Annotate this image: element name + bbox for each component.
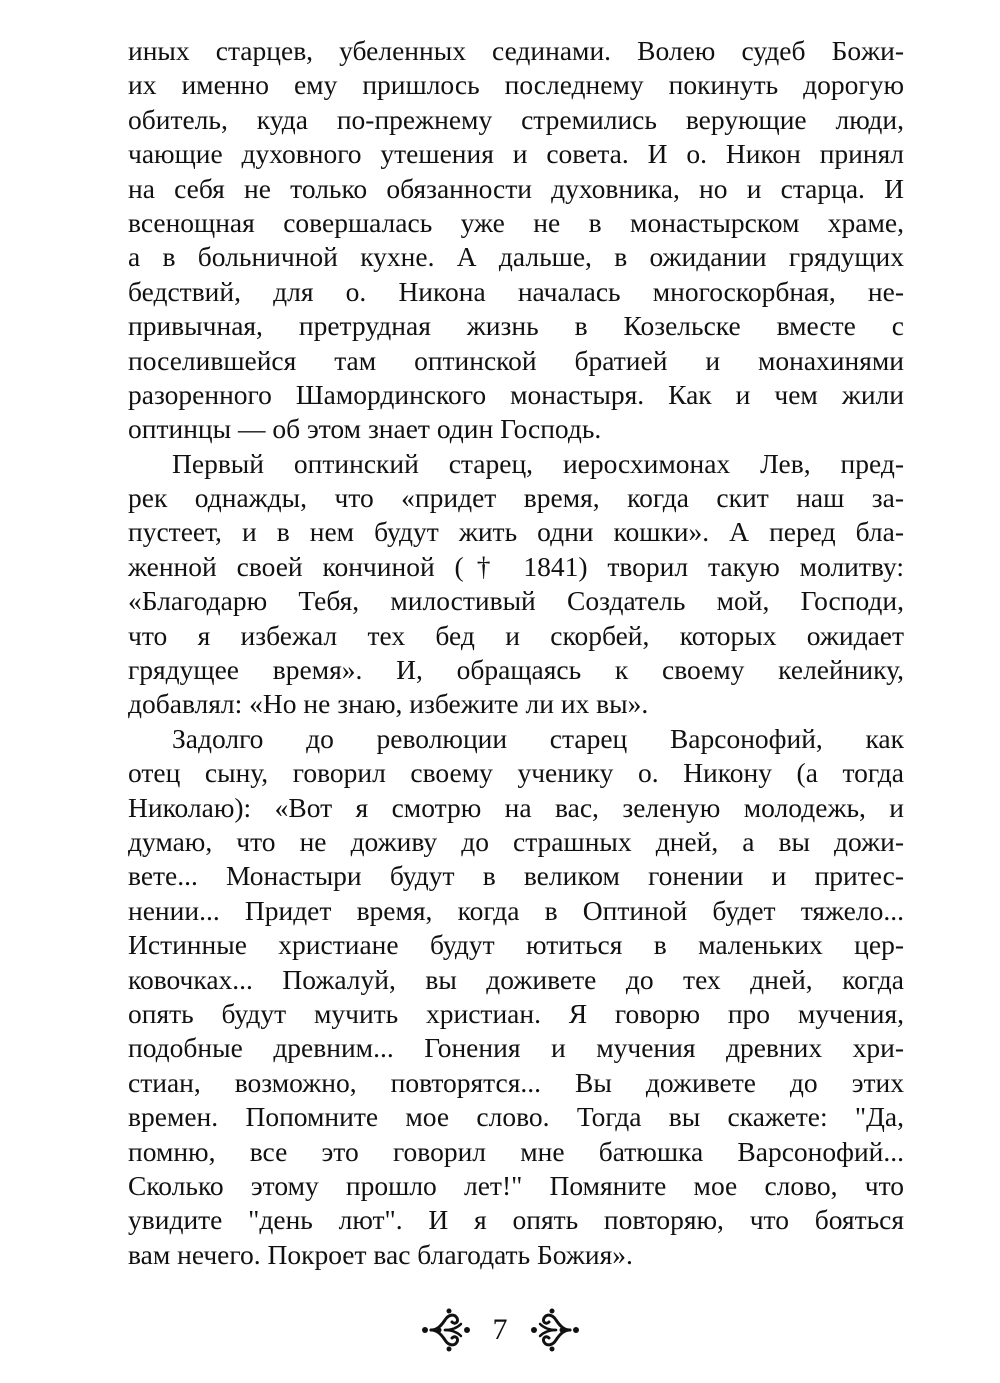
page-footer bbox=[0, 1300, 1000, 1360]
text-line: оптинцы — об этом знает один Господь. bbox=[128, 413, 602, 445]
text-line: вам нечего. Покроет вас благодать Божия». bbox=[128, 1238, 633, 1270]
text-line: ковочках... Пожалуй, вы доживете до тех дней, когда bbox=[128, 963, 904, 995]
floral-ornament-icon bbox=[530, 1308, 580, 1352]
text-line: увидите "день лют". И я опять повторяю, что бояться bbox=[128, 1204, 904, 1236]
text-line: пустеет, и в нем будут жить одни кошки». А перед бла- bbox=[128, 516, 904, 548]
text-line: добавлял: «Но не знаю, избежите ли их вы». bbox=[128, 688, 649, 720]
text-line: на себя не только обязанности духовника, но и старца. И bbox=[128, 172, 904, 204]
text-line: времен. Попомните мое слово. Тогда вы скажете: "Да, bbox=[128, 1101, 904, 1133]
text-line: Николаю): «Вот я смотрю на вас, зеленую молодежь, и bbox=[128, 791, 904, 823]
text-line: иных старцев, убеленных сединами. Волею судеб Бoжи- bbox=[128, 35, 904, 66]
text-line: нении... Придет время, когда в Оптиной будет тяжело... bbox=[128, 894, 904, 926]
text-line: что я избежал тех бед и скорбей, которых ожидает bbox=[128, 619, 904, 651]
paragraph-2 bbox=[128, 447, 904, 722]
text-line: женной своей кончиной († 1841) творил такую молитву: bbox=[128, 550, 904, 582]
body-text bbox=[128, 34, 904, 1272]
text-line: рек однажды, что «придет время, когда скит наш за- bbox=[128, 482, 904, 514]
text-line: помню, все это говорил мне батюшка Варсонофий... bbox=[128, 1135, 904, 1167]
paragraph-1 bbox=[128, 34, 904, 447]
text-line: подобные древним... Гонения и мучения древних хри- bbox=[128, 1032, 904, 1064]
text-line: обитель, куда по-прежнему стремились верующие люди, bbox=[128, 103, 904, 135]
text-line: «Благодарю Тебя, милостивый Создатель мой, Господи, bbox=[128, 585, 904, 617]
text-line: разоренного Шамординского монастыря. Как и чем жили bbox=[128, 378, 904, 410]
text-line: всенощная совершалась уже не в монастырском храме, bbox=[128, 206, 904, 238]
text-line: поселившейся там оптинской братией и монахинями bbox=[128, 344, 904, 376]
text-line: стиан, возможно, повторятся... Вы доживете до этих bbox=[128, 1066, 904, 1098]
text-line: Истинные христиане будут ютиться в маленьких цер- bbox=[128, 929, 904, 961]
text-line: отец сыну, говорил своему ученику о. Никону (а тогда bbox=[128, 757, 904, 789]
text-line: опять будут мучить христиан. Я говорю про мучения, bbox=[128, 997, 904, 1029]
text-line: чающие духовного утешения и совета. И о. Никон принял bbox=[128, 138, 904, 170]
text-line: вете... Монастыри будут в великом гонении и притес- bbox=[128, 860, 904, 892]
text-line: Первый оптинский старец, иеросхимонах Лев, пред- bbox=[172, 447, 904, 479]
text-line: бедствий, для о. Никона началась многоскорбная, не- bbox=[128, 275, 904, 307]
page-number: 7 bbox=[492, 1313, 508, 1346]
text-line: грядущее время». И, обращаясь к своему келейнику, bbox=[128, 654, 904, 686]
floral-ornament-icon bbox=[421, 1308, 471, 1352]
paragraph-3 bbox=[128, 722, 904, 1272]
text-line: их именно ему пришлось последнему покинуть дорогую bbox=[128, 69, 904, 101]
text-line: Сколько этому прошло лет!" Помяните мое слово, что bbox=[128, 1169, 904, 1201]
text-line: привычная, претрудная жизнь в Козельске вместе с bbox=[128, 310, 904, 342]
text-line: а в больничной кухне. А дальше, в ожидании грядущих bbox=[128, 241, 904, 273]
text-line: Задолго до революции старец Варсонофий, как bbox=[172, 722, 904, 754]
text-line: думаю, что не доживу до страшных дней, а вы дожи- bbox=[128, 825, 904, 857]
